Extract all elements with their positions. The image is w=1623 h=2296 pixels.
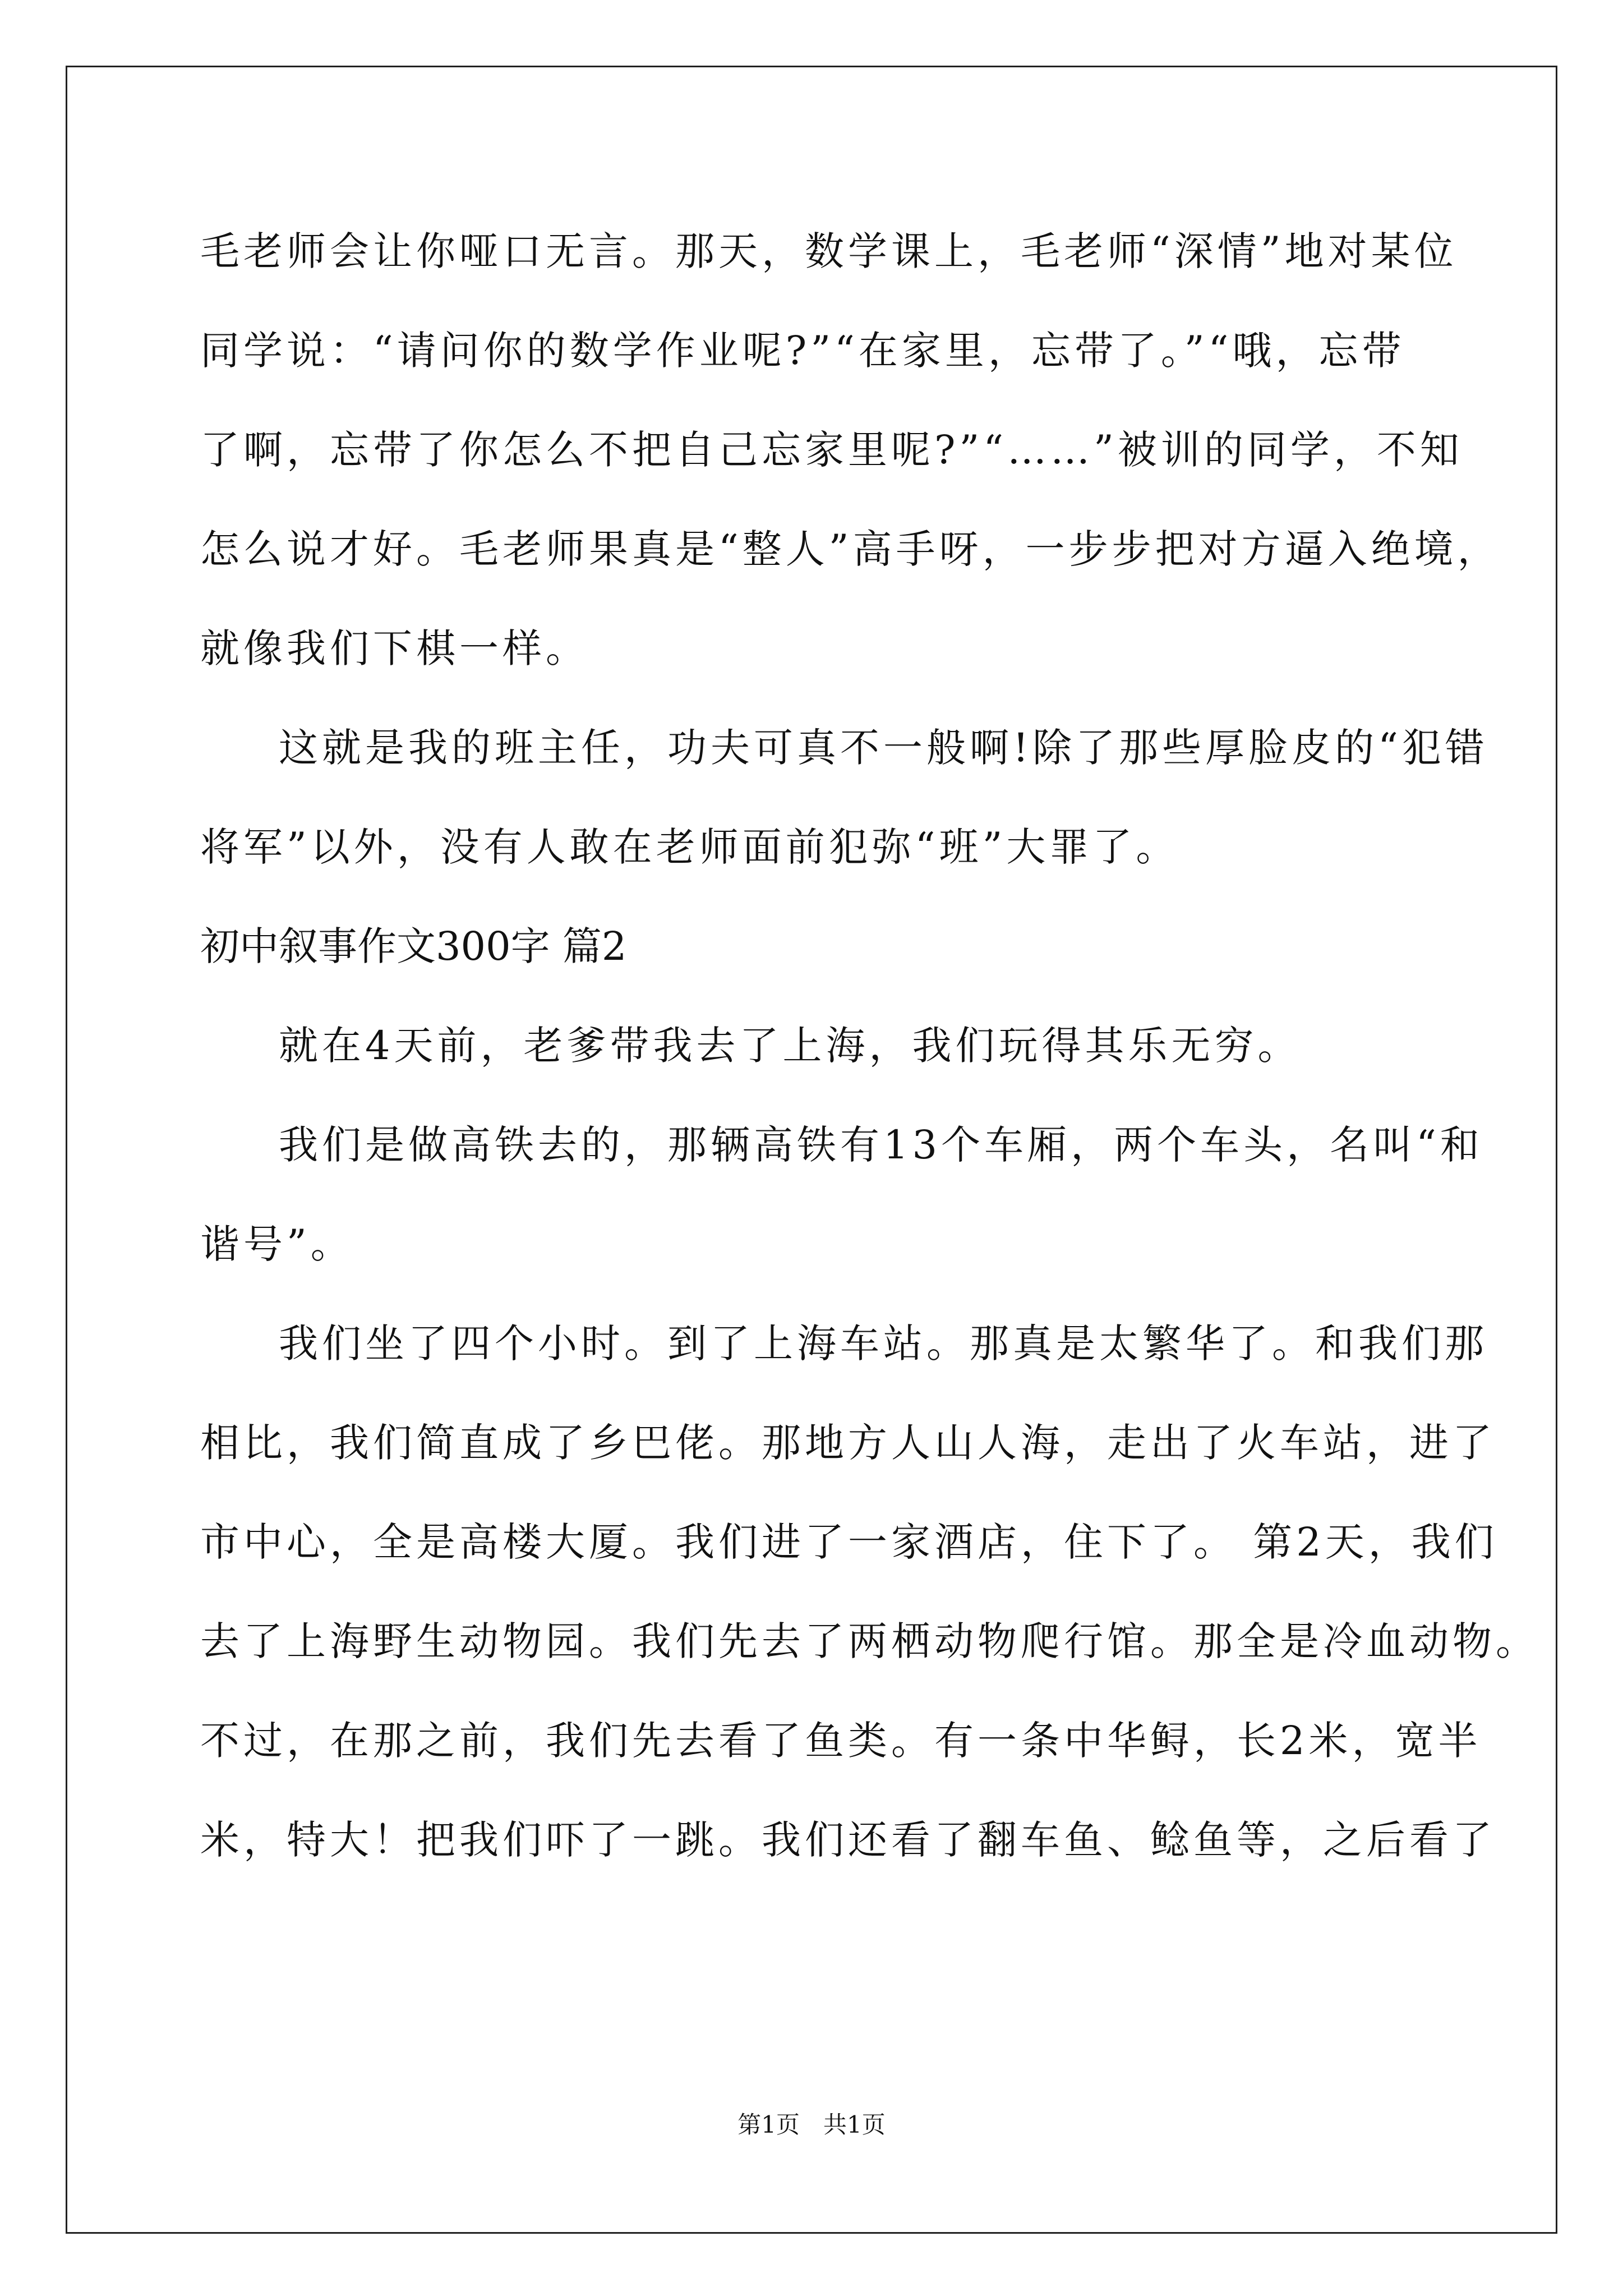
paragraph-line: 将军”以外，没有人敢在老师面前犯弥“班”大罪了。 xyxy=(200,824,1179,870)
paragraph-line: 市中心，全是高楼大厦。我们进了一家酒店，住下了。 第2天，我们 xyxy=(200,1519,1498,1565)
paragraph-line: 相比，我们简直成了乡巴佬。那地方人山人海，走出了火车站，进了 xyxy=(200,1420,1496,1466)
section-heading: 初中叙事作文300字 篇2 xyxy=(200,923,627,969)
paragraph-line: 我们是做高铁去的，那辆高铁有13个车厢，两个车头，名叫“和 xyxy=(279,1122,1483,1168)
paragraph-line: 就像我们下棋一样。 xyxy=(200,625,589,671)
paragraph-line: 就在4天前，老爹带我去了上海，我们玩得其乐无穷。 xyxy=(279,1023,1301,1069)
paragraph-line: 我们坐了四个小时。到了上海车站。那真是太繁华了。和我们那 xyxy=(279,1320,1488,1366)
paragraph-line: 这就是我的班主任，功夫可真不一般啊!除了那些厚脸皮的“犯错 xyxy=(279,725,1488,771)
paragraph-line: 了啊，忘带了你怎么不把自己忘家里呢?”“……”被训的同学，不知 xyxy=(200,427,1463,473)
page-number-footer: 第1页 共1页 xyxy=(737,2111,886,2138)
paragraph-line: 不过，在那之前，我们先去看了鱼类。有一条中华鲟，长2米，宽半 xyxy=(200,1718,1482,1764)
document-body xyxy=(200,202,1539,1890)
paragraph-line: 毛老师会让你哑口无言。那天，数学课上，毛老师“深情”地对某位 xyxy=(200,228,1458,274)
paragraph-line: 怎么说才好。毛老师果真是“整人”高手呀，一步步把对方逼入绝境， xyxy=(200,526,1501,572)
paragraph-line: 米，特大！把我们吓了一跳。我们还看了翻车鱼、鲶鱼等，之后看了 xyxy=(200,1817,1496,1863)
paragraph-line: 去了上海野生动物园。我们先去了两栖动物爬行馆。那全是冷血动物。 xyxy=(200,1618,1539,1664)
paragraph-line: 同学说：“请问你的数学作业呢?”“在家里，忘带了。”“哦，忘带 xyxy=(200,328,1405,374)
paragraph-line: 谐号”。 xyxy=(200,1221,354,1267)
